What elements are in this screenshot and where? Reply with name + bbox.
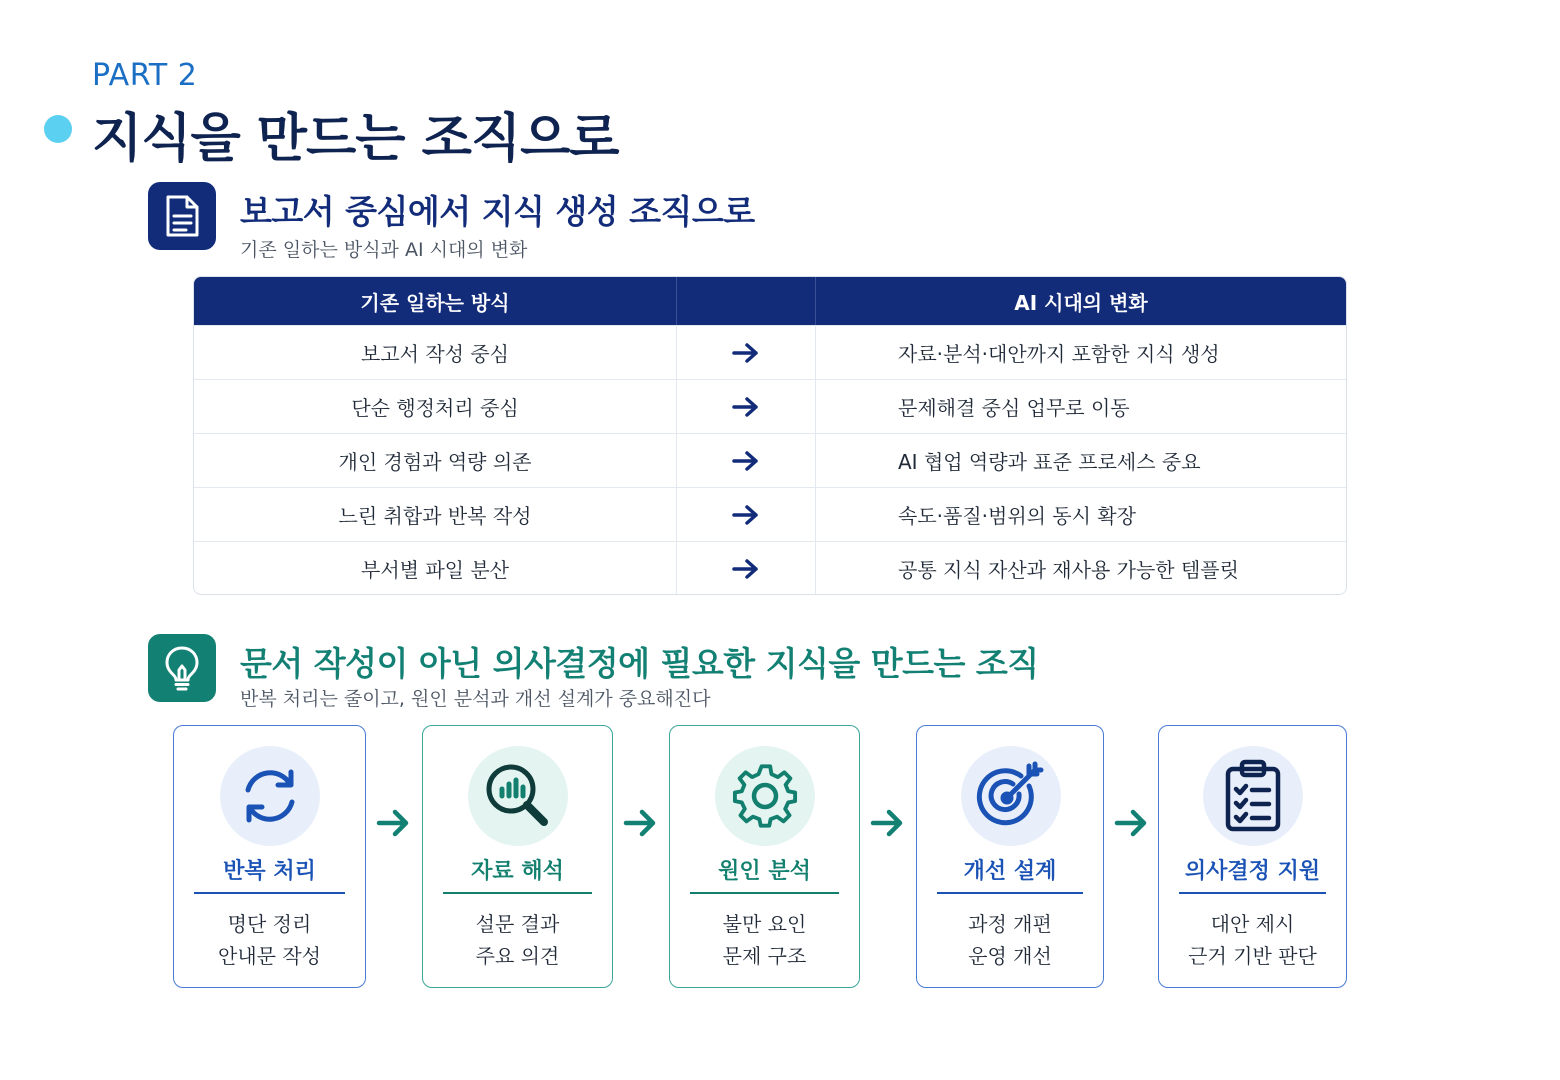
title-bullet [44,115,72,143]
gear-icon [715,746,815,846]
cell-before: 부서별 파일 분산 [194,542,677,595]
arrow-right-icon [677,488,816,541]
magnifier-chart-icon [468,746,568,846]
table-row [194,379,1346,433]
step-divider [443,892,592,894]
cell-after: 속도·품질·범위의 동시 확장 [898,504,1136,528]
comparison-table [193,276,1347,595]
step-card-repeat [173,725,366,988]
arrow-right-icon [376,806,412,840]
header-before: 기존 일하는 방식 [194,277,677,325]
arrow-right-icon [677,542,816,595]
arrow-right-icon [870,806,906,840]
step-title: 의사결정 지원 [1184,859,1321,884]
step-detail: 안내문 작성 [218,944,321,968]
table-row [194,541,1346,595]
step-card-interpret [422,725,613,988]
page-title: 지식을 만드는 조직으로 [92,109,619,169]
part-label: PART 2 [92,58,198,93]
step-detail: 명단 정리 [227,912,312,936]
table-row [194,487,1346,541]
cell-before: 개인 경험과 역량 의존 [194,434,677,487]
lightbulb-icon [148,634,216,702]
step-detail: 근거 기반 판단 [1188,944,1317,968]
step-title: 개선 설계 [963,859,1057,884]
header-arrow [677,277,816,325]
step-divider [1179,892,1326,894]
step-title: 반복 처리 [223,859,316,884]
step-divider [194,892,345,894]
step-card-decision [1158,725,1347,988]
step-divider [937,892,1083,894]
step-title: 자료 해석 [471,859,564,884]
header-after: AI 시대의 변화 [1014,290,1148,315]
cell-before: 느린 취합과 반복 작성 [194,488,677,541]
section1-title: 보고서 중심에서 지식 생성 조직으로 [240,192,755,231]
step-detail: 설문 결과 [475,912,560,936]
clipboard-checklist-icon [1203,746,1303,846]
arrow-right-icon [677,326,816,379]
step-detail: 불만 요인 [722,912,807,936]
refresh-cycle-icon [220,746,320,846]
table-header [194,277,1346,325]
section2-subtitle: 반복 처리는 줄이고, 원인 분석과 개선 설계가 중요해진다 [240,688,711,710]
step-card-design [916,725,1104,988]
arrow-right-icon [623,806,659,840]
step-title: 원인 분석 [718,859,811,884]
step-detail: 과정 개편 [968,912,1052,936]
cell-after: AI 협업 역량과 표준 프로세스 중요 [898,450,1201,474]
table-row [194,433,1346,487]
cell-after: 문제해결 중심 업무로 이동 [898,396,1130,420]
target-icon [961,746,1061,846]
step-detail: 대안 제시 [1210,912,1295,936]
arrow-right-icon [1114,806,1150,840]
step-card-cause [669,725,860,988]
step-detail: 운영 개선 [968,944,1052,968]
table-row [194,325,1346,379]
cell-after: 자료·분석·대안까지 포함한 지식 생성 [898,342,1220,366]
arrow-right-icon [677,434,816,487]
section1-subtitle: 기존 일하는 방식과 AI 시대의 변화 [240,239,528,261]
cell-after: 공통 지식 자산과 재사용 가능한 템플릿 [898,558,1239,582]
cell-before: 보고서 작성 중심 [194,326,677,379]
step-detail: 주요 의견 [475,944,560,968]
section2-title: 문서 작성이 아닌 의사결정에 필요한 지식을 만드는 조직 [240,644,1039,683]
step-divider [690,892,839,894]
arrow-right-icon [677,380,816,433]
document-icon [148,182,216,250]
cell-before: 단순 행정처리 중심 [194,380,677,433]
step-detail: 문제 구조 [722,944,807,968]
